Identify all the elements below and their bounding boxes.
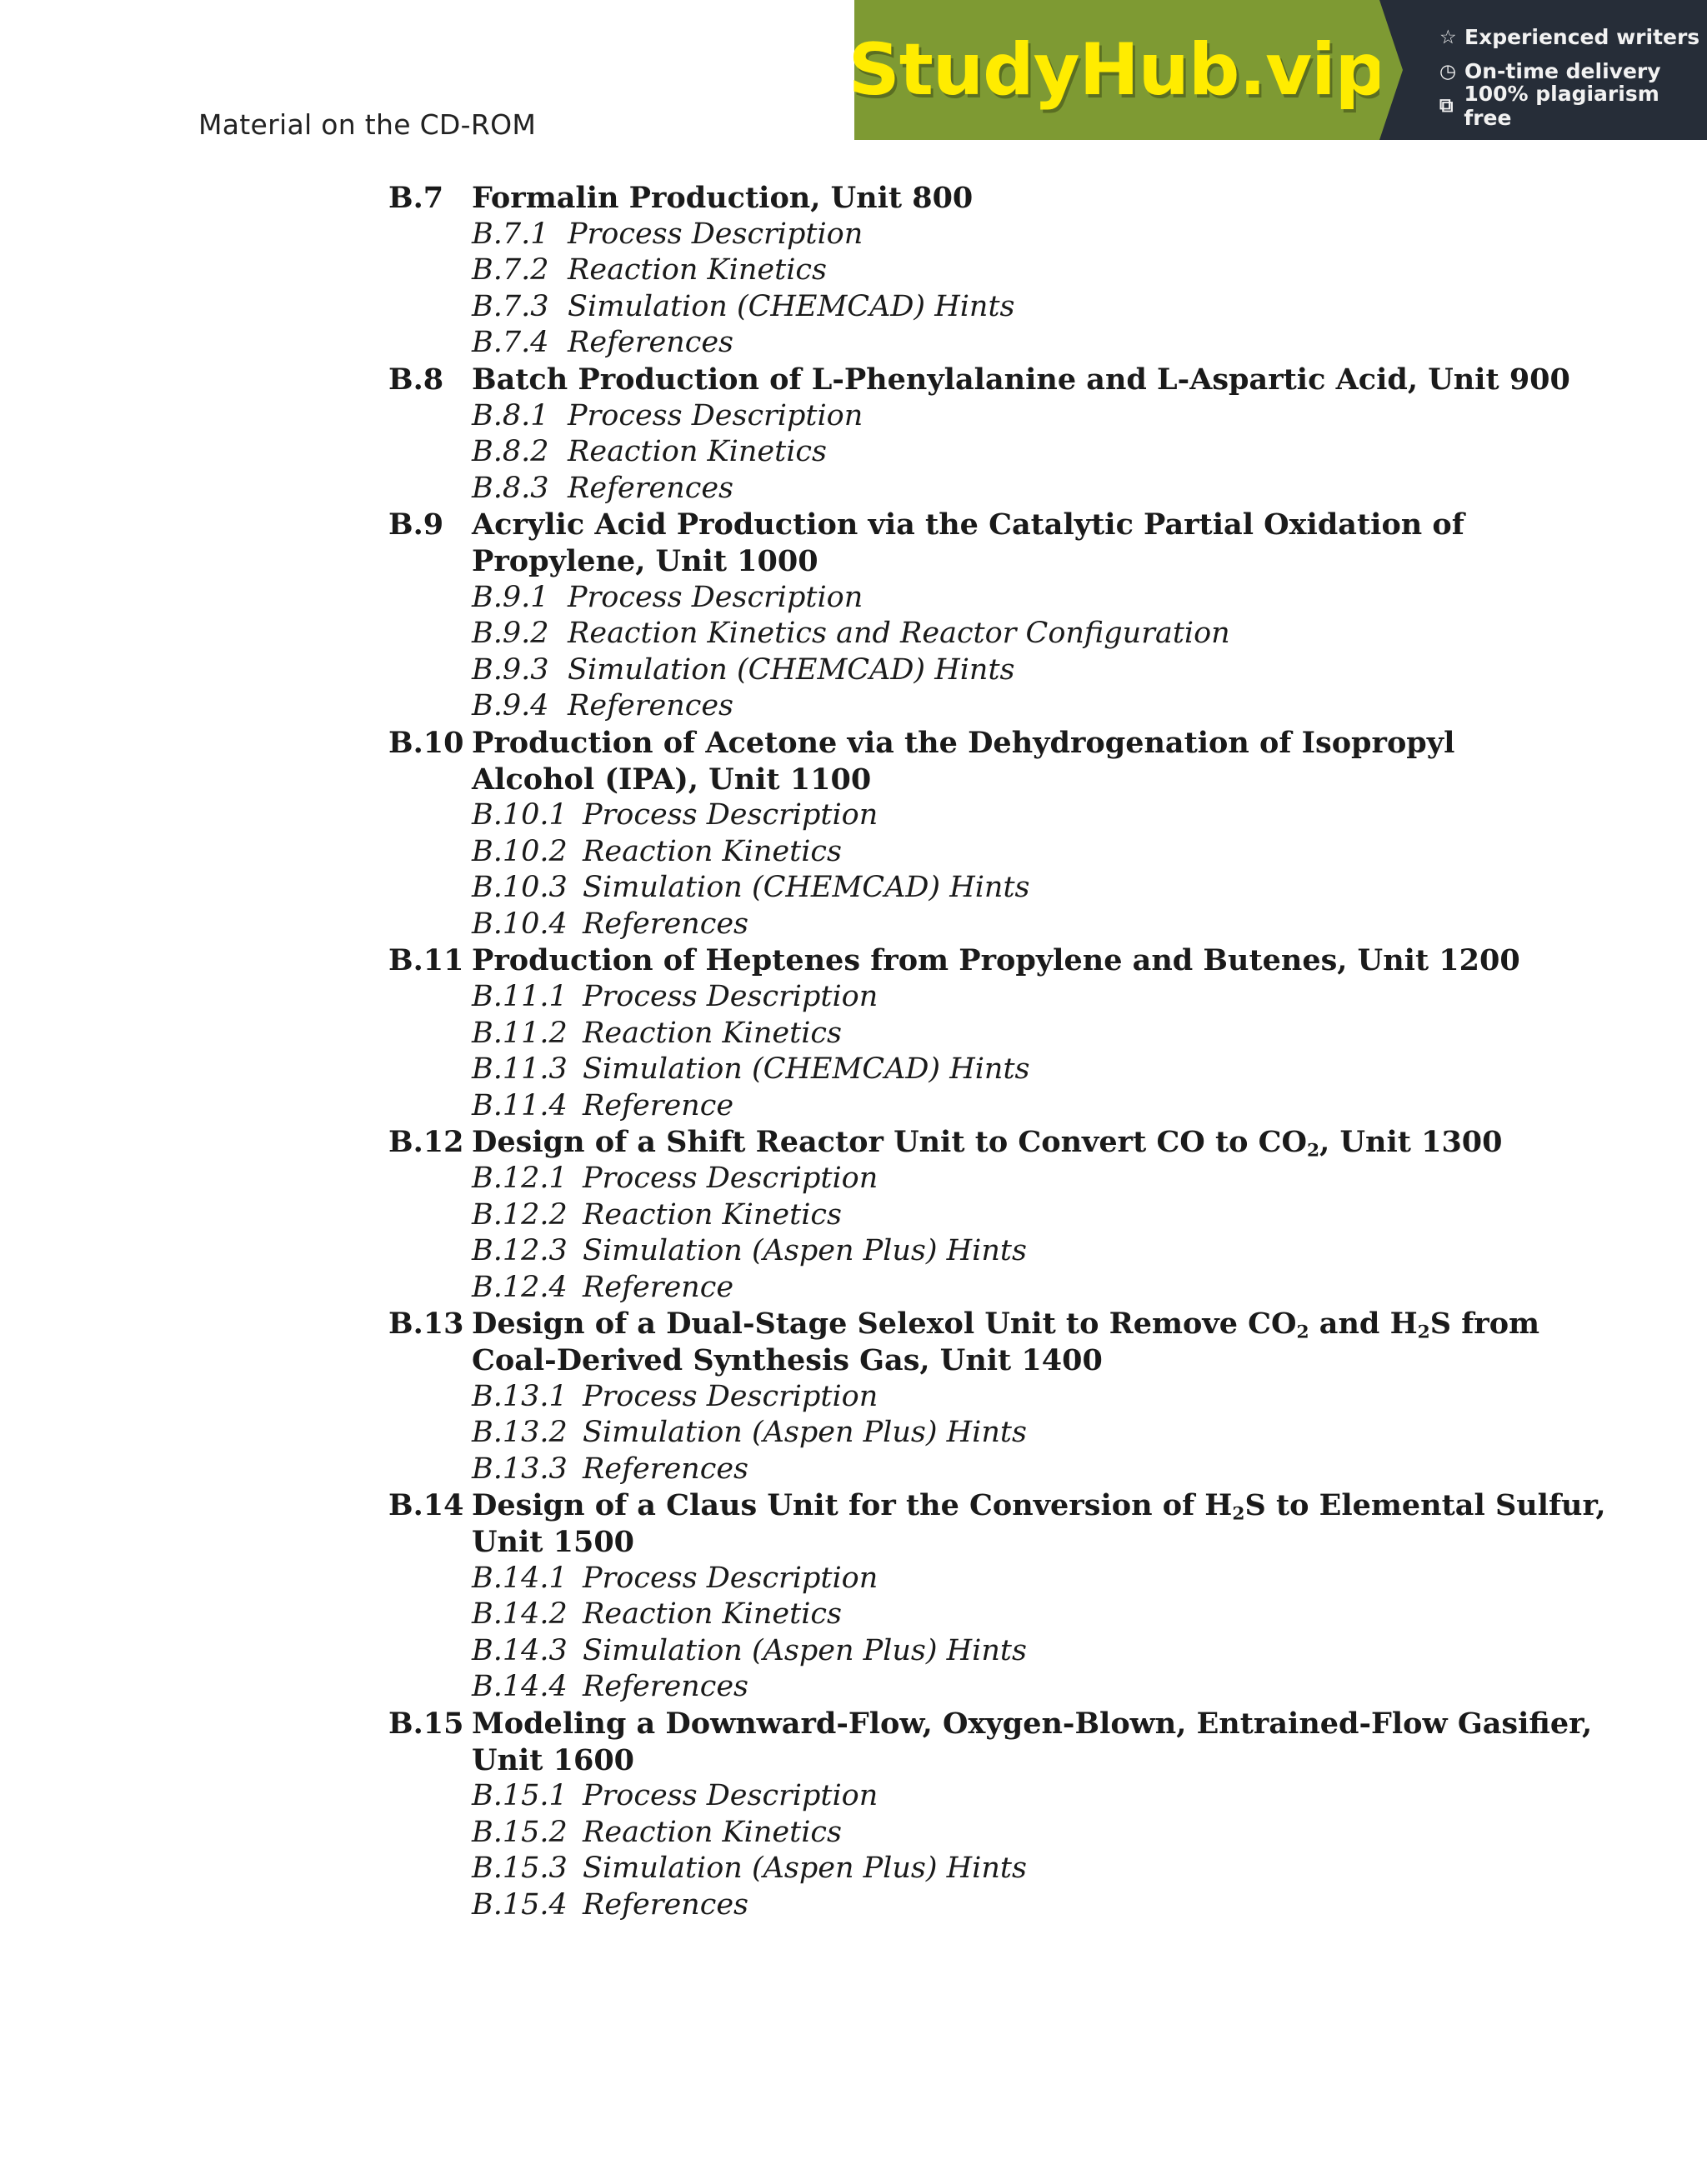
toc-subsection bbox=[388, 325, 1555, 362]
toc-subsection bbox=[388, 616, 1555, 652]
subsection-number: B.11.4 bbox=[472, 1088, 568, 1122]
section-title: Batch Production of L-Phenylalanine and L-Aspartic Acid, Unit 900 bbox=[472, 362, 1570, 397]
subsection-title: Simulation (CHEMCAD) Hints bbox=[583, 871, 1030, 905]
star-icon: ☆ bbox=[1439, 26, 1457, 48]
toc-subsection bbox=[388, 1815, 1555, 1852]
toc-subsection bbox=[388, 1452, 1555, 1488]
subsection-number: B.9.1 bbox=[472, 580, 549, 614]
toc-subsection bbox=[388, 1561, 1555, 1597]
toc-subsection bbox=[388, 289, 1555, 326]
subsection-title: Simulation (Aspen Plus) Hints bbox=[583, 1633, 1027, 1667]
subsection-number: B.12.4 bbox=[472, 1270, 568, 1304]
toc-section-b7 bbox=[388, 180, 1555, 217]
subsection-title: Reaction Kinetics bbox=[583, 1815, 842, 1849]
toc-subsection bbox=[388, 1016, 1555, 1052]
section-title bbox=[472, 1124, 1503, 1161]
title-part: , Unit 1300 bbox=[1319, 1125, 1503, 1160]
toc-subsection bbox=[388, 1161, 1555, 1197]
toc-subsection bbox=[388, 580, 1555, 617]
toc-section-title-continued bbox=[388, 762, 1555, 798]
toc-subsection bbox=[388, 434, 1555, 471]
subsection-number: B.14.1 bbox=[472, 1561, 568, 1595]
section-number: B.7 bbox=[388, 181, 444, 215]
section-title: Production of Acetone via the Dehydrogenation of Isopropyl bbox=[472, 725, 1455, 760]
toc-section-b10 bbox=[388, 725, 1555, 762]
toc-subsection bbox=[388, 834, 1555, 871]
subsection-number: B.14.4 bbox=[472, 1670, 568, 1704]
subsection-title: Process Description bbox=[583, 1379, 879, 1413]
subsection-number: B.15.3 bbox=[472, 1852, 568, 1886]
subsection-title: References bbox=[568, 326, 733, 360]
clock-icon: ◷ bbox=[1439, 60, 1457, 82]
section-title bbox=[472, 1306, 1539, 1342]
subsection-title: Reaction Kinetics bbox=[583, 1597, 842, 1632]
section-number: B.14 bbox=[388, 1488, 464, 1523]
subsection-title: Process Description bbox=[583, 1779, 879, 1813]
subsection-number: B.12.3 bbox=[472, 1234, 568, 1268]
subsection-title: Reaction Kinetics bbox=[583, 1016, 842, 1050]
title-part: S from bbox=[1429, 1307, 1540, 1342]
subsection-title: Simulation (CHEMCAD) Hints bbox=[568, 652, 1015, 687]
feature-label: 100% plagiarism free bbox=[1464, 81, 1659, 130]
section-number: B.15 bbox=[388, 1706, 464, 1741]
title-part: S to Elemental Sulfur, bbox=[1244, 1488, 1606, 1523]
subsection-title: Process Description bbox=[568, 580, 864, 614]
toc-subsection bbox=[388, 870, 1555, 907]
subsection-title: Simulation (CHEMCAD) Hints bbox=[568, 289, 1015, 323]
toc-section-b8 bbox=[388, 362, 1570, 398]
toc-subsection bbox=[388, 979, 1555, 1016]
subsection-number: B.10.2 bbox=[472, 834, 568, 868]
brand-panel bbox=[848, 0, 1386, 140]
subsection-title: References bbox=[568, 689, 733, 723]
subsection-number: B.15.4 bbox=[472, 1887, 568, 1922]
toc-subsection bbox=[388, 907, 1555, 943]
toc-subsection bbox=[388, 688, 1555, 725]
toc-subsection bbox=[388, 1778, 1555, 1815]
subsection-number: B.9.3 bbox=[472, 652, 549, 687]
toc-subsection bbox=[388, 652, 1555, 689]
toc-section-b14 bbox=[388, 1487, 1606, 1525]
toc-subsection bbox=[388, 1233, 1555, 1270]
subsection-number: B.13.3 bbox=[472, 1452, 568, 1486]
subsection-number: B.13.2 bbox=[472, 1416, 568, 1450]
subsection-number: B.9.4 bbox=[472, 689, 549, 723]
subsection-number: B.14.3 bbox=[472, 1633, 568, 1667]
toc-subsection bbox=[388, 471, 1555, 507]
section-title-continued: Alcohol (IPA), Unit 1100 bbox=[472, 762, 872, 797]
subsection-number: B.8.3 bbox=[472, 471, 549, 505]
subsection-number: B.8.2 bbox=[472, 435, 549, 469]
toc-subsection bbox=[388, 1851, 1555, 1887]
section-title-continued: Unit 1600 bbox=[472, 1742, 635, 1777]
section-title-continued: Unit 1500 bbox=[472, 1524, 635, 1559]
feature-plagiarism-free bbox=[1439, 81, 1707, 130]
section-title-continued: Propylene, Unit 1000 bbox=[472, 543, 818, 578]
toc-section-title-continued bbox=[388, 1742, 1555, 1779]
subsection-number: B.7.3 bbox=[472, 289, 549, 323]
title-part: Design of a Shift Reactor Unit to Convert CO to CO bbox=[472, 1125, 1308, 1160]
toc-subsection bbox=[388, 1887, 1555, 1924]
subsection-title: Process Description bbox=[583, 980, 879, 1014]
section-number: B.12 bbox=[388, 1125, 464, 1160]
subsection-number: B.12.1 bbox=[472, 1162, 568, 1196]
subsection-title: Process Description bbox=[583, 798, 879, 832]
subsection-number: B.15.2 bbox=[472, 1815, 568, 1849]
section-title: Modeling a Downward-Flow, Oxygen-Blown, Entrained-Flow Gasifier, bbox=[472, 1706, 1593, 1741]
toc-subsection bbox=[388, 1197, 1555, 1234]
subsection-number: B.11.3 bbox=[472, 1052, 568, 1087]
subsection-number: B.11.1 bbox=[472, 980, 568, 1014]
section-title-continued: Coal-Derived Synthesis Gas, Unit 1400 bbox=[472, 1343, 1103, 1377]
subsection-title: Process Description bbox=[568, 398, 864, 432]
toc-subsection bbox=[388, 797, 1555, 834]
section-title: Production of Heptenes from Propylene and Butenes, Unit 1200 bbox=[472, 943, 1520, 978]
subsection-title: References bbox=[583, 1670, 748, 1704]
subsection-title: References bbox=[568, 471, 733, 505]
subsection-title: Reaction Kinetics bbox=[568, 253, 827, 287]
toc-subsection bbox=[388, 1379, 1555, 1416]
feature-experienced-writers bbox=[1439, 20, 1707, 54]
toc-section-b11 bbox=[388, 942, 1555, 979]
subsection-title: Simulation (Aspen Plus) Hints bbox=[583, 1234, 1027, 1268]
feature-label: On-time delivery bbox=[1464, 59, 1661, 83]
subsection-title: Process Description bbox=[583, 1162, 879, 1196]
studyhub-banner[interactable] bbox=[848, 0, 1707, 140]
copy-icon: ⧉ bbox=[1439, 94, 1454, 117]
subsection-title: Process Description bbox=[568, 217, 864, 251]
toc-subsection bbox=[388, 1415, 1555, 1452]
toc-subsection bbox=[388, 1597, 1555, 1633]
toc-section-b12 bbox=[388, 1124, 1555, 1161]
subsection-number: B.10.3 bbox=[472, 871, 568, 905]
toc-subsection bbox=[388, 1669, 1555, 1706]
subsection-number: B.7.2 bbox=[472, 253, 549, 287]
subsection-title: Reference bbox=[583, 1088, 734, 1122]
running-head: Material on the CD-ROM bbox=[198, 108, 537, 141]
subsection-number: B.8.1 bbox=[472, 398, 549, 432]
subsection-title: Reaction Kinetics bbox=[568, 435, 827, 469]
table-of-contents bbox=[388, 180, 1606, 1924]
section-number: B.8 bbox=[388, 362, 444, 397]
subscript: 2 bbox=[1296, 1322, 1309, 1343]
subsection-title: References bbox=[583, 1887, 748, 1922]
title-part: Design of a Claus Unit for the Conversion of H bbox=[472, 1488, 1233, 1523]
subsection-number: B.7.4 bbox=[472, 326, 549, 360]
toc-section-title-continued bbox=[388, 543, 1555, 580]
subsection-number: B.12.2 bbox=[472, 1197, 568, 1232]
toc-section-title-continued bbox=[388, 1342, 1555, 1379]
subsection-number: B.14.2 bbox=[472, 1597, 568, 1632]
subsection-title: Reference bbox=[583, 1270, 734, 1304]
toc-section-b13 bbox=[388, 1306, 1555, 1342]
subsection-number: B.9.2 bbox=[472, 617, 549, 651]
brand-logo: StudyHub.vip bbox=[848, 28, 1386, 112]
subsection-title: Reaction Kinetics bbox=[583, 1197, 842, 1232]
subsection-title: Simulation (Aspen Plus) Hints bbox=[583, 1416, 1027, 1450]
subsection-title: References bbox=[583, 1452, 748, 1486]
title-part: Design of a Dual-Stage Selexol Unit to Remove CO bbox=[472, 1307, 1297, 1342]
title-part: and H bbox=[1309, 1307, 1418, 1342]
section-number: B.10 bbox=[388, 725, 464, 760]
toc-subsection bbox=[388, 1052, 1555, 1088]
toc-subsection bbox=[388, 217, 1555, 253]
subsection-number: B.13.1 bbox=[472, 1379, 568, 1413]
section-title: Formalin Production, Unit 800 bbox=[472, 181, 974, 215]
toc-section-b9 bbox=[388, 507, 1555, 543]
subsection-title: References bbox=[583, 907, 748, 941]
subsection-title: Simulation (Aspen Plus) Hints bbox=[583, 1852, 1027, 1886]
section-number: B.13 bbox=[388, 1307, 464, 1342]
toc-section-title-continued bbox=[388, 1524, 1555, 1561]
subsection-title: Process Description bbox=[583, 1561, 879, 1595]
subscript: 2 bbox=[1417, 1322, 1430, 1343]
subsection-number: B.7.1 bbox=[472, 217, 549, 251]
toc-subsection bbox=[388, 398, 1555, 435]
toc-subsection bbox=[388, 1270, 1555, 1307]
subscript: 2 bbox=[1232, 1503, 1245, 1525]
toc-subsection bbox=[388, 1088, 1555, 1125]
section-number: B.9 bbox=[388, 507, 444, 542]
subsection-title: Reaction Kinetics and Reactor Configuration bbox=[568, 617, 1230, 651]
section-title bbox=[472, 1487, 1606, 1524]
subscript: 2 bbox=[1307, 1140, 1320, 1162]
subsection-number: B.10.4 bbox=[472, 907, 568, 941]
features-panel bbox=[1379, 0, 1707, 140]
subsection-title: Simulation (CHEMCAD) Hints bbox=[583, 1052, 1030, 1087]
toc-section-b15 bbox=[388, 1706, 1593, 1742]
toc-subsection bbox=[388, 252, 1555, 289]
subsection-title: Reaction Kinetics bbox=[583, 834, 842, 868]
subsection-number: B.11.2 bbox=[472, 1016, 568, 1050]
subsection-number: B.10.1 bbox=[472, 798, 568, 832]
section-number: B.11 bbox=[388, 943, 464, 978]
subsection-number: B.15.1 bbox=[472, 1779, 568, 1813]
section-title: Acrylic Acid Production via the Catalytic Partial Oxidation of bbox=[472, 507, 1464, 542]
feature-label: Experienced writers bbox=[1464, 25, 1700, 49]
toc-subsection bbox=[388, 1633, 1555, 1670]
